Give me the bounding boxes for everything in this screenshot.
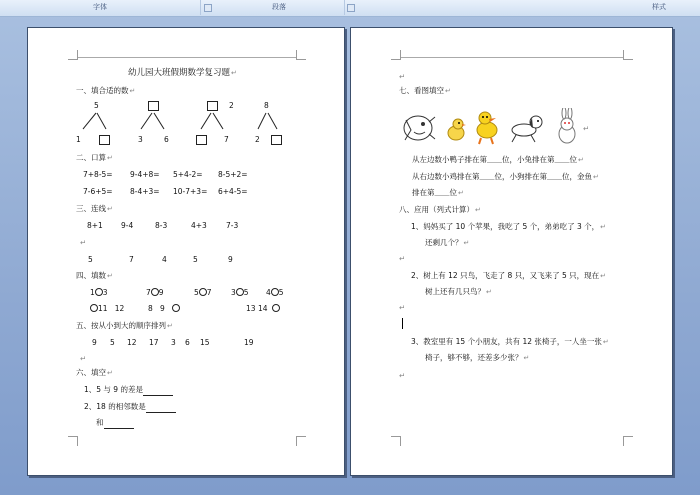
fill-question-2: 2、18 的相邻数是 (84, 402, 176, 413)
animal-pictures (401, 108, 581, 150)
answer-box[interactable] (271, 135, 282, 145)
fill-question-2-and: 和 (96, 418, 134, 429)
margin-mark (623, 436, 633, 446)
sort-number: 5 (110, 338, 115, 347)
answer-blank[interactable] (104, 418, 134, 429)
word-problem-3-line-1: 3、教室里有 15 个小朋友，共有 12 张椅子，一人坐一张↵ (411, 337, 609, 346)
blank-circle[interactable] (236, 288, 244, 296)
match-number: 4 (162, 255, 167, 264)
section-2-heading: 二、口算↵ (76, 153, 113, 162)
equation: 7+8-5= (83, 170, 113, 179)
puppy-icon (512, 116, 542, 142)
word-problem-2-line-2: 树上还有几只鸟？↵ (425, 287, 492, 296)
section-7-heading: 七、看图填空↵ (399, 86, 451, 95)
sort-number: 3 (171, 338, 176, 347)
paragraph-mark: ↵ (399, 303, 406, 312)
equation: 10-7+3= (173, 187, 208, 196)
tree-top-number: 8 (264, 101, 269, 110)
ribbon-group-styles[interactable] (357, 0, 700, 15)
match-expression: 4+3 (191, 221, 207, 230)
answer-blank[interactable] (143, 385, 173, 396)
blank-circle[interactable] (199, 288, 207, 296)
word-problem-2-line-1: 2、树上有 12 只鸟，飞走了 8 只，又飞来了 5 只，现在↵ (411, 271, 607, 280)
paragraph-mark: ↵ (399, 254, 406, 263)
document-page-2[interactable] (350, 27, 673, 476)
ribbon-group-paragraph[interactable] (214, 0, 345, 15)
blank-circle[interactable] (95, 288, 103, 296)
sort-number: 19 (244, 338, 254, 347)
tree-bottom-number: 3 (138, 135, 143, 144)
ribbon-group-font-label: 字体 (93, 3, 107, 11)
sort-number: 9 (92, 338, 97, 347)
sort-number: 17 (149, 338, 159, 347)
sequence-7-9: 7 9 (146, 288, 164, 297)
sequence-11-12: 11 12 (90, 304, 124, 314)
blank-circle[interactable] (271, 288, 279, 296)
ribbon-bar (0, 0, 700, 17)
tree-bottom-number: 2 (255, 135, 260, 144)
picture-question-line-2: 从右边数小鸡排在第＿＿位，小狗排在第＿＿位，金鱼↵ (412, 172, 599, 181)
equation: 7-6+5= (83, 187, 113, 196)
ribbon-group-styles-label: 样式 (652, 3, 666, 11)
section-1-heading: 一、填合适的数↵ (76, 86, 136, 95)
document-page-1[interactable] (27, 27, 345, 476)
sequence-13-14: 13 14 (246, 304, 280, 314)
blank-circle[interactable] (172, 304, 180, 312)
sequence-1-3: 1 3 (90, 288, 108, 297)
paragraph-mark: ↵ (80, 354, 87, 363)
section-5-heading: 五、按从小到大的顺序排列↵ (76, 321, 173, 330)
word-problem-1-line-2: 还剩几个？↵ (425, 238, 470, 247)
margin-mark (623, 50, 633, 60)
section-6-heading: 六、填空↵ (76, 368, 113, 377)
blank-circle[interactable] (90, 304, 98, 312)
margin-mark (391, 50, 401, 60)
ribbon-group-paragraph-label: 段落 (272, 3, 286, 11)
section-3-heading: 三、连线↵ (76, 204, 113, 213)
match-number: 5 (88, 255, 93, 264)
text-cursor (402, 318, 403, 329)
picture-question-line-3: 排在第＿＿位↵ (412, 188, 464, 197)
picture-question-line-1: 从左边数小鸭子排在第＿＿位，小兔排在第＿＿位↵ (412, 155, 584, 164)
tree-top-number: 2 (229, 101, 234, 110)
match-expression: 8-3 (155, 221, 168, 230)
sort-number: 6 (185, 338, 190, 347)
equation: 8-4+3= (130, 187, 160, 196)
paragraph-dialog-launcher-icon[interactable] (347, 4, 355, 12)
number-tree-lines (28, 28, 344, 475)
paragraph-mark: ↵ (399, 371, 406, 380)
goldfish-icon (404, 116, 435, 140)
sort-number: 15 (200, 338, 210, 347)
answer-blank[interactable] (146, 402, 176, 413)
answer-box[interactable] (196, 135, 207, 145)
sequence-4-5: 4 5 (266, 288, 284, 297)
match-number: 7 (129, 255, 134, 264)
equation: 9-4+8= (130, 170, 160, 179)
fill-question-1: 1、5 与 9 的差是 (84, 385, 173, 396)
blank-circle[interactable] (272, 304, 280, 312)
ribbon-group-font[interactable] (0, 0, 201, 15)
rabbit-icon (559, 108, 575, 143)
match-number: 5 (193, 255, 198, 264)
tree-bottom-number: 7 (224, 135, 229, 144)
page-title: 幼儿园大班假期数学复习题↵ (128, 68, 237, 78)
match-expression: 9-4 (121, 221, 134, 230)
paragraph-mark: ↵ (583, 124, 590, 133)
blank-circle[interactable] (151, 288, 159, 296)
equation: 6+4-5= (218, 187, 248, 196)
sequence-5-7: 5 7 (194, 288, 212, 297)
margin-mark (391, 436, 401, 446)
chick-icon (448, 119, 466, 140)
sequence-8-9: 8 9 (148, 304, 180, 314)
duckling-icon (477, 112, 497, 144)
answer-box[interactable] (99, 135, 110, 145)
match-expression: 8+1 (87, 221, 103, 230)
word-problem-3-line-2: 椅子，够不够，还差多少张？↵ (425, 353, 530, 362)
header-line (401, 57, 623, 58)
sequence-3-5: 3 5 (231, 288, 249, 297)
match-number: 9 (228, 255, 233, 264)
paragraph-mark: ↵ (80, 238, 87, 247)
sort-number: 12 (127, 338, 137, 347)
equation: 8-5+2= (218, 170, 248, 179)
tree-bottom-number: 1 (76, 135, 81, 144)
equation: 5+4-2= (173, 170, 203, 179)
section-8-heading: 八、应用（列式计算）↵ (399, 205, 481, 214)
word-problem-1-line-1: 1、妈妈买了 10 个苹果，我吃了 5 个，弟弟吃了 3 个，↵ (411, 222, 607, 231)
match-expression: 7-3 (226, 221, 239, 230)
font-dialog-launcher-icon[interactable] (204, 4, 212, 12)
paragraph-mark: ↵ (399, 72, 406, 81)
section-4-heading: 四、填数↵ (76, 271, 113, 280)
tree-top-number: 5 (94, 101, 99, 110)
tree-bottom-number: 6 (164, 135, 169, 144)
